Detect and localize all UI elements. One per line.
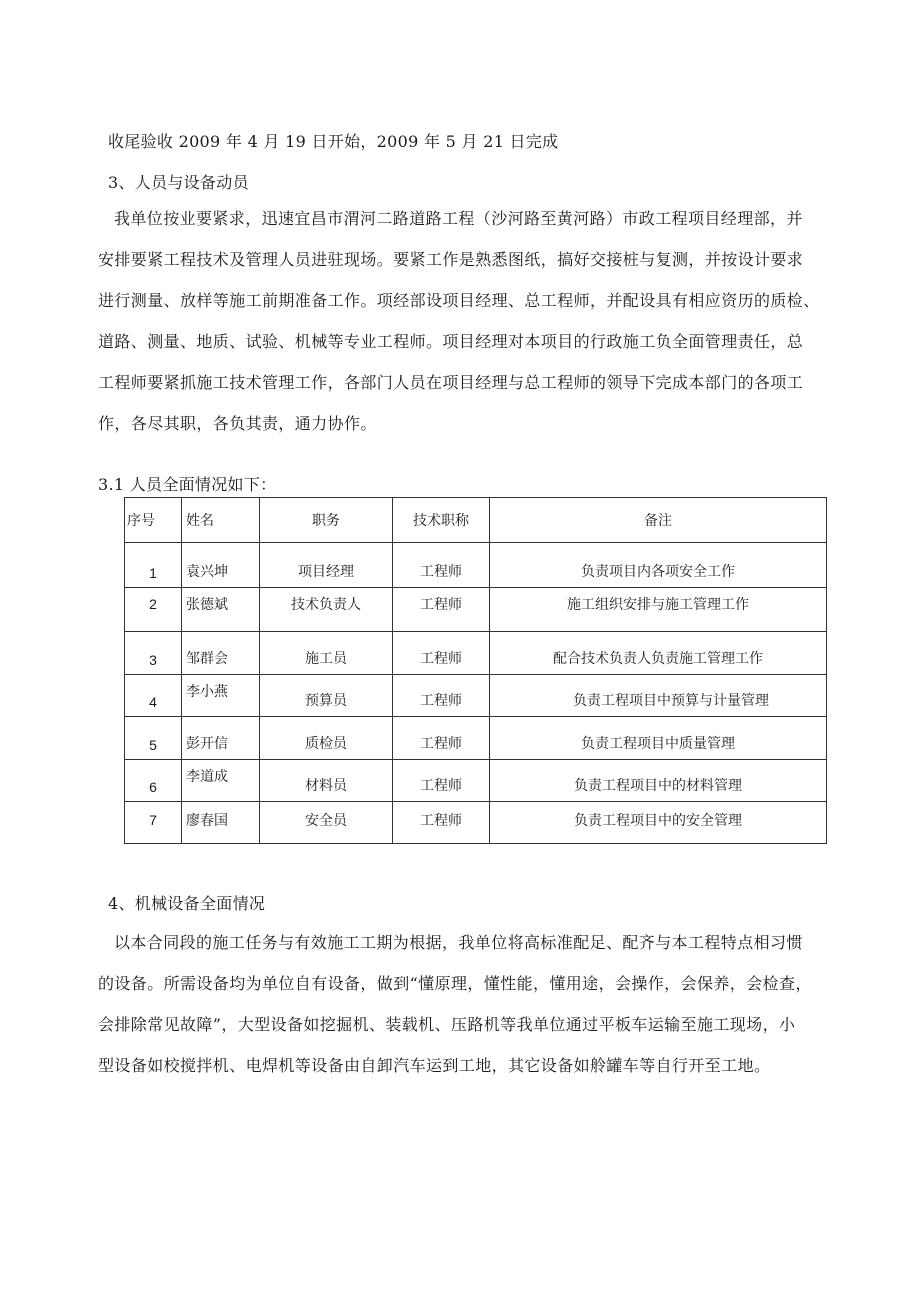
table-header-row bbox=[125, 498, 827, 543]
intro-line: 收尾验收 2009 年 4 月 19 日开始，2009 年 5 月 21 日完成 bbox=[108, 132, 559, 151]
cell-position: 质检员 bbox=[260, 717, 393, 760]
cell-index: 1 bbox=[125, 543, 182, 588]
cell-name: 李道成 bbox=[182, 760, 260, 802]
header-title: 技术职称 bbox=[393, 498, 490, 543]
cell-remarks: 负责工程项目中的安全管理 bbox=[490, 802, 827, 844]
cell-index: 7 bbox=[125, 802, 182, 844]
cell-title: 工程师 bbox=[393, 717, 490, 760]
cell-remarks: 施工组织安排与施工管理工作 bbox=[490, 588, 827, 632]
table-row bbox=[125, 760, 827, 802]
cell-index: 2 bbox=[125, 588, 182, 632]
cell-index: 6 bbox=[125, 760, 182, 802]
cell-title: 工程师 bbox=[393, 760, 490, 802]
cell-name: 张德斌 bbox=[182, 588, 260, 632]
cell-remarks: 负责工程项目中预算与计量管理 bbox=[490, 675, 827, 717]
paragraph-line: 工程师要紧抓施工技术管理工作，各部门人员在项目经理与总工程师的领导下完成本部门的各项工 bbox=[98, 373, 804, 392]
cell-position: 材料员 bbox=[260, 760, 393, 802]
cell-name: 李小燕 bbox=[182, 675, 260, 717]
cell-title: 工程师 bbox=[393, 543, 490, 588]
cell-index: 4 bbox=[125, 675, 182, 717]
section3-paragraph bbox=[98, 198, 822, 444]
cell-index: 3 bbox=[125, 632, 182, 675]
table-row bbox=[125, 802, 827, 844]
personnel-table bbox=[124, 497, 827, 844]
cell-remarks: 负责项目内各项安全工作 bbox=[490, 543, 827, 588]
header-name: 姓名 bbox=[182, 498, 260, 543]
cell-name: 袁兴坤 bbox=[182, 543, 260, 588]
paragraph-line: 型设备如校搅拌机、电焊机等设备由自卸汽车运到工地，其它设备如舲罐车等自行开至工地。 bbox=[98, 1056, 771, 1075]
cell-title: 工程师 bbox=[393, 802, 490, 844]
table-row bbox=[125, 675, 827, 717]
section3-heading: 3、人员与设备动员 bbox=[108, 173, 249, 192]
cell-position: 项目经理 bbox=[260, 543, 393, 588]
cell-name: 彭开信 bbox=[182, 717, 260, 760]
paragraph-line: 以本合同段的施工任务与有效施工工期为根据，我单位将高标准配足、配齐与本工程特点相习惯 bbox=[114, 933, 803, 952]
header-position: 职务 bbox=[260, 498, 393, 543]
paragraph-line: 作，各尽其职，各负其责，通力协作。 bbox=[98, 414, 377, 433]
paragraph-line: 道路、测量、地质、试验、机械等专业工程师。项目经理对本项目的行政施工负全面管理责任，总 bbox=[98, 332, 804, 351]
cell-position: 安全员 bbox=[260, 802, 393, 844]
cell-title: 工程师 bbox=[393, 632, 490, 675]
cell-position: 预算员 bbox=[260, 675, 393, 717]
cell-remarks: 负责工程项目中的材料管理 bbox=[490, 760, 827, 802]
section31-heading: 3.1 人员全面情况如下： bbox=[98, 475, 277, 494]
cell-title: 工程师 bbox=[393, 588, 490, 632]
cell-title: 工程师 bbox=[393, 675, 490, 717]
table-row bbox=[125, 543, 827, 588]
cell-remarks: 配合技术负责人负责施工管理工作 bbox=[490, 632, 827, 675]
table-row bbox=[125, 632, 827, 675]
table-row bbox=[125, 717, 827, 760]
cell-name: 邹群会 bbox=[182, 632, 260, 675]
paragraph-line: 进行测量、放样等施工前期准备工作。项经部设项目经理、总工程师，并配设具有相应资历的质检、 bbox=[98, 291, 820, 310]
table-row bbox=[125, 588, 827, 632]
cell-index: 5 bbox=[125, 717, 182, 760]
header-index: 序号 bbox=[125, 498, 182, 543]
section4-paragraph bbox=[98, 922, 822, 1086]
paragraph-line: 的设备。所需设备均为单位自有设备，做到“懂原理，懂性能，懂用途，会操作，会保养，会检查， bbox=[98, 974, 812, 993]
header-remarks: 备注 bbox=[490, 498, 827, 543]
paragraph-line: 我单位按业要紧求，迅速宜昌市渭河二路道路工程（沙河路至黄河路）市政工程项目经理部，并 bbox=[114, 209, 803, 228]
section4-heading: 4、机械设备全面情况 bbox=[108, 894, 266, 913]
cell-remarks: 负责工程项目中质量管理 bbox=[490, 717, 827, 760]
cell-position: 技术负责人 bbox=[260, 588, 393, 632]
cell-name: 廖春国 bbox=[182, 802, 260, 844]
cell-position: 施工员 bbox=[260, 632, 393, 675]
paragraph-line: 安排要紧工程技术及管理人员进驻现场。要紧工作是熟悉图纸，搞好交接桩与复测，并按设计要求 bbox=[98, 250, 804, 269]
paragraph-line: 会排除常见故障”，大型设备如挖掘机、装载机、压路机等我单位通过平板车运输至施工现场，小 bbox=[98, 1015, 796, 1034]
